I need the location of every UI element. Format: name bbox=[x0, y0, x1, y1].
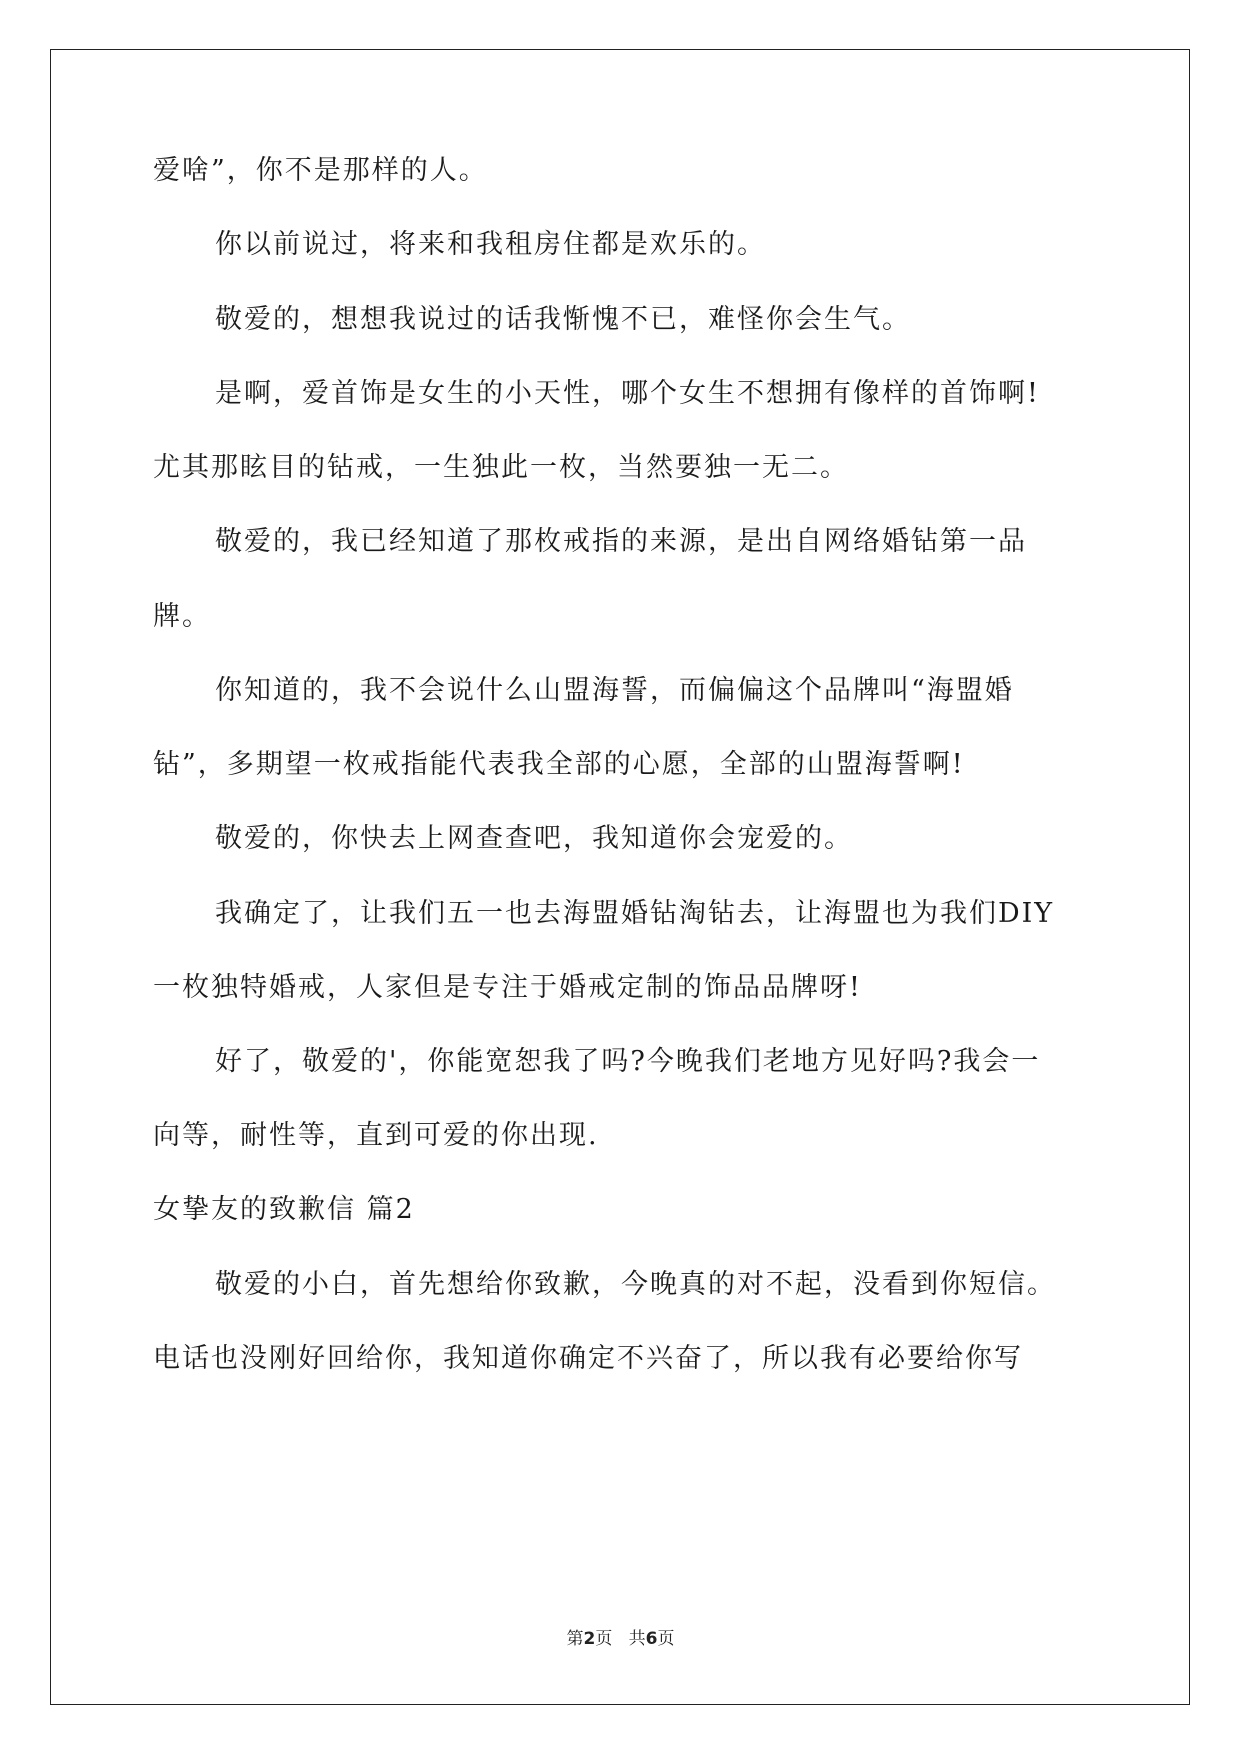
footer-total-prefix: 共 bbox=[628, 1629, 646, 1649]
text-line: 电话也没刚好回给你，我知道你确定不兴奋了，所以我有必要给你写 bbox=[153, 1343, 1023, 1374]
footer-prefix: 第 bbox=[566, 1629, 584, 1649]
total-pages: 6 bbox=[645, 1629, 658, 1649]
section-heading: 女挚友的致歉信 篇2 bbox=[153, 1194, 415, 1225]
page-footer bbox=[0, 1628, 1241, 1650]
text-line: 爱啥”，你不是那样的人。 bbox=[153, 155, 488, 186]
footer-total-unit: 页 bbox=[657, 1629, 675, 1649]
text-line: 一枚独特婚戒，人家但是专注于婚戒定制的饰品品牌呀! bbox=[153, 972, 862, 1003]
paragraph: 我确定了，让我们五一也去海盟婚钻淘钻去，让海盟也为我们DIY bbox=[215, 898, 1055, 929]
page-number: 2 bbox=[583, 1629, 596, 1649]
paragraph: 敬爱的，想想我说过的话我惭愧不已，难怪你会生气。 bbox=[215, 304, 911, 335]
text-line: 向等，耐性等，直到可爱的你出现. bbox=[153, 1120, 599, 1151]
paragraph: 你以前说过，将来和我租房住都是欢乐的。 bbox=[215, 229, 766, 260]
paragraph: 敬爱的，我已经知道了那枚戒指的来源，是出自网络婚钻第一品 bbox=[215, 526, 1027, 557]
text-line: 钻”，多期望一枚戒指能代表我全部的心愿，全部的山盟海誓啊! bbox=[153, 749, 965, 780]
paragraph: 好了，敬爱的'，你能宽恕我了吗?今晚我们老地方见好吗?我会一 bbox=[215, 1046, 1041, 1077]
paragraph: 敬爱的，你快去上网查查吧，我知道你会宠爱的。 bbox=[215, 823, 853, 854]
page-border bbox=[50, 49, 1190, 1705]
footer-page-unit: 页 bbox=[595, 1629, 613, 1649]
text-line: 牌。 bbox=[153, 601, 211, 632]
paragraph: 是啊，爱首饰是女生的小天性，哪个女生不想拥有像样的首饰啊! bbox=[215, 378, 1040, 409]
text-line: 尤其那眩目的钻戒，一生独此一枚，当然要独一无二。 bbox=[153, 452, 849, 483]
paragraph: 你知道的，我不会说什么山盟海誓，而偏偏这个品牌叫“海盟婚 bbox=[215, 675, 1014, 706]
paragraph: 敬爱的小白，首先想给你致歉，今晚真的对不起，没看到你短信。 bbox=[215, 1269, 1056, 1300]
